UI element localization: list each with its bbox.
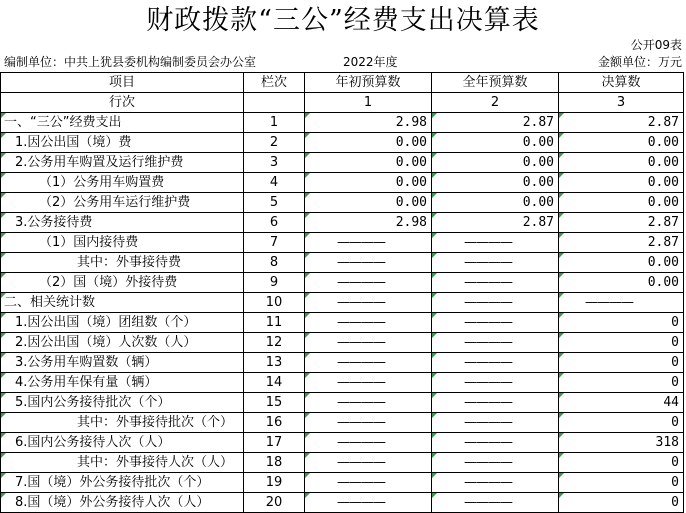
row-number: 3 bbox=[244, 153, 305, 173]
table-row bbox=[1, 393, 684, 413]
row-item-label: 二、相关统计数 bbox=[1, 293, 244, 313]
final-amount-value: 0.00 bbox=[559, 253, 684, 273]
row-item-label: （2）国（境）外接待费 bbox=[1, 273, 244, 293]
table-row bbox=[1, 353, 684, 373]
full-year-budget-value: ———— bbox=[432, 473, 559, 493]
final-amount-value: 0.00 bbox=[559, 153, 684, 173]
row-item-label: 一、“三公”经费支出 bbox=[1, 113, 244, 133]
row-number: 4 bbox=[244, 173, 305, 193]
table-code: 公开09表 bbox=[630, 38, 682, 52]
row-number: 15 bbox=[244, 393, 305, 413]
row-item-label: 4.公务用车保有量（辆） bbox=[1, 373, 244, 393]
full-year-budget-value: 0.00 bbox=[432, 153, 559, 173]
initial-budget-value: 0.00 bbox=[305, 133, 432, 153]
table-row bbox=[1, 193, 684, 213]
full-year-budget-value: 2.87 bbox=[432, 113, 559, 133]
final-amount-value: 0.00 bbox=[559, 193, 684, 213]
final-amount-value: 2.87 bbox=[559, 213, 684, 233]
final-amount-value: 44 bbox=[559, 393, 684, 413]
full-year-budget-value: ———— bbox=[432, 273, 559, 293]
header-item: 项目 bbox=[1, 73, 244, 93]
initial-budget-value: ———— bbox=[305, 233, 432, 253]
final-amount-value: 0 bbox=[559, 413, 684, 433]
table-body bbox=[1, 113, 684, 513]
initial-budget-value: 2.98 bbox=[305, 213, 432, 233]
row-item-label: 1.因公出国（境）团组数（个） bbox=[1, 313, 244, 333]
table-row bbox=[1, 293, 684, 313]
row-number: 6 bbox=[244, 213, 305, 233]
full-year-budget-value: ———— bbox=[432, 393, 559, 413]
row-number: 8 bbox=[244, 253, 305, 273]
initial-budget-value: ———— bbox=[305, 373, 432, 393]
initial-budget-value: ———— bbox=[305, 473, 432, 493]
header-full-year-budget: 全年预算数 bbox=[432, 73, 559, 93]
full-year-budget-value: ———— bbox=[432, 253, 559, 273]
final-amount-value: 0 bbox=[559, 353, 684, 373]
full-year-budget-value: ———— bbox=[432, 293, 559, 313]
final-amount-value: 2.87 bbox=[559, 113, 684, 133]
final-amount-value: 0 bbox=[559, 473, 684, 493]
row-item-label: 3.公务用车购置数（辆） bbox=[1, 353, 244, 373]
row-item-label: 2.公务用车购置及运行维护费 bbox=[1, 153, 244, 173]
subheader-col-2: 2 bbox=[432, 93, 559, 113]
table-subheader-row bbox=[1, 93, 684, 113]
full-year-budget-value: ———— bbox=[432, 333, 559, 353]
row-number: 5 bbox=[244, 193, 305, 213]
table-row bbox=[1, 313, 684, 333]
final-amount-value: 0.00 bbox=[559, 273, 684, 293]
initial-budget-value: ———— bbox=[305, 393, 432, 413]
initial-budget-value: ———— bbox=[305, 433, 432, 453]
row-item-label: 5.国内公务接待批次（个） bbox=[1, 393, 244, 413]
full-year-budget-value: ———— bbox=[432, 233, 559, 253]
initial-budget-value: 0.00 bbox=[305, 173, 432, 193]
full-year-budget-value: ———— bbox=[432, 453, 559, 473]
table-row bbox=[1, 273, 684, 293]
row-item-label: 3.公务接待费 bbox=[1, 213, 244, 233]
row-number: 19 bbox=[244, 473, 305, 493]
table-row bbox=[1, 133, 684, 153]
subheader-col-empty bbox=[244, 93, 305, 113]
subheader-col-1: 1 bbox=[305, 93, 432, 113]
final-amount-value: 0 bbox=[559, 453, 684, 473]
final-amount-value: 0 bbox=[559, 313, 684, 333]
table-row bbox=[1, 453, 684, 473]
header-final-amount: 决算数 bbox=[559, 73, 684, 93]
initial-budget-value: ———— bbox=[305, 333, 432, 353]
initial-budget-value: 0.00 bbox=[305, 153, 432, 173]
full-year-budget-value: 0.00 bbox=[432, 173, 559, 193]
row-number: 7 bbox=[244, 233, 305, 253]
initial-budget-value: ———— bbox=[305, 253, 432, 273]
row-item-label: 其中：外事接待批次（个） bbox=[1, 413, 244, 433]
row-item-label: （1）国内接待费 bbox=[1, 233, 244, 253]
report-year: 2022年度 bbox=[343, 55, 398, 69]
final-amount-value: 0 bbox=[559, 333, 684, 353]
row-item-label: 7.国（境）外公务接待批次（个） bbox=[1, 473, 244, 493]
row-number: 2 bbox=[244, 133, 305, 153]
table-row bbox=[1, 473, 684, 493]
row-item-label: 8.国（境）外公务接待人次（人） bbox=[1, 493, 244, 513]
row-item-label: 其中：外事接待费 bbox=[1, 253, 244, 273]
table-row bbox=[1, 213, 684, 233]
full-year-budget-value: 0.00 bbox=[432, 193, 559, 213]
row-number: 17 bbox=[244, 433, 305, 453]
row-number: 13 bbox=[244, 353, 305, 373]
final-amount-value: 0.00 bbox=[559, 133, 684, 153]
full-year-budget-value: ———— bbox=[432, 353, 559, 373]
table-row bbox=[1, 153, 684, 173]
report-title: 财政拨款“三公”经费支出决算表 bbox=[146, 5, 540, 36]
table-row bbox=[1, 233, 684, 253]
table-row bbox=[1, 373, 684, 393]
initial-budget-value: ———— bbox=[305, 453, 432, 473]
table-row bbox=[1, 333, 684, 353]
initial-budget-value: ———— bbox=[305, 293, 432, 313]
row-item-label: 2.因公出国（境）人次数（人） bbox=[1, 333, 244, 353]
row-number: 16 bbox=[244, 413, 305, 433]
subheader-row-label: 行次 bbox=[1, 93, 244, 113]
table-row bbox=[1, 413, 684, 433]
row-number: 18 bbox=[244, 453, 305, 473]
row-item-label: 其中：外事接待人次（人） bbox=[1, 453, 244, 473]
header-initial-budget: 年初预算数 bbox=[305, 73, 432, 93]
row-number: 9 bbox=[244, 273, 305, 293]
row-item-label: （1）公务用车购置费 bbox=[1, 173, 244, 193]
initial-budget-value: 0.00 bbox=[305, 193, 432, 213]
row-item-label: 1.因公出国（境）费 bbox=[1, 133, 244, 153]
compiling-unit: 编制单位：中共上犹县委机构编制委员会办公室 bbox=[4, 55, 257, 69]
table-row bbox=[1, 173, 684, 193]
full-year-budget-value: ———— bbox=[432, 493, 559, 513]
table-row bbox=[1, 433, 684, 453]
full-year-budget-value: 2.87 bbox=[432, 213, 559, 233]
final-amount-value: ———— bbox=[559, 293, 684, 313]
row-number: 10 bbox=[244, 293, 305, 313]
final-amount-value: 0 bbox=[559, 373, 684, 393]
final-amount-value: 2.87 bbox=[559, 233, 684, 253]
expenditure-table bbox=[0, 72, 684, 513]
table-header-row bbox=[1, 73, 684, 93]
row-number: 20 bbox=[244, 493, 305, 513]
initial-budget-value: 2.98 bbox=[305, 113, 432, 133]
full-year-budget-value: 0.00 bbox=[432, 133, 559, 153]
row-item-label: 6.国内公务接待人次（人） bbox=[1, 433, 244, 453]
subheader-col-3: 3 bbox=[559, 93, 684, 113]
row-number: 1 bbox=[244, 113, 305, 133]
initial-budget-value: ———— bbox=[305, 493, 432, 513]
full-year-budget-value: ———— bbox=[432, 313, 559, 333]
final-amount-value: 0 bbox=[559, 493, 684, 513]
final-amount-value: 0.00 bbox=[559, 173, 684, 193]
row-number: 11 bbox=[244, 313, 305, 333]
row-item-label: （2）公务用车运行维护费 bbox=[1, 193, 244, 213]
initial-budget-value: ———— bbox=[305, 413, 432, 433]
table-row bbox=[1, 253, 684, 273]
final-amount-value: 318 bbox=[559, 433, 684, 453]
initial-budget-value: ———— bbox=[305, 353, 432, 373]
row-number: 14 bbox=[244, 373, 305, 393]
table-row bbox=[1, 113, 684, 133]
table-row bbox=[1, 493, 684, 513]
initial-budget-value: ———— bbox=[305, 313, 432, 333]
amount-unit: 金额单位：万元 bbox=[597, 55, 682, 69]
header-column-no: 栏次 bbox=[244, 73, 305, 93]
full-year-budget-value: ———— bbox=[432, 373, 559, 393]
full-year-budget-value: ———— bbox=[432, 413, 559, 433]
full-year-budget-value: ———— bbox=[432, 433, 559, 453]
initial-budget-value: ———— bbox=[305, 273, 432, 293]
row-number: 12 bbox=[244, 333, 305, 353]
